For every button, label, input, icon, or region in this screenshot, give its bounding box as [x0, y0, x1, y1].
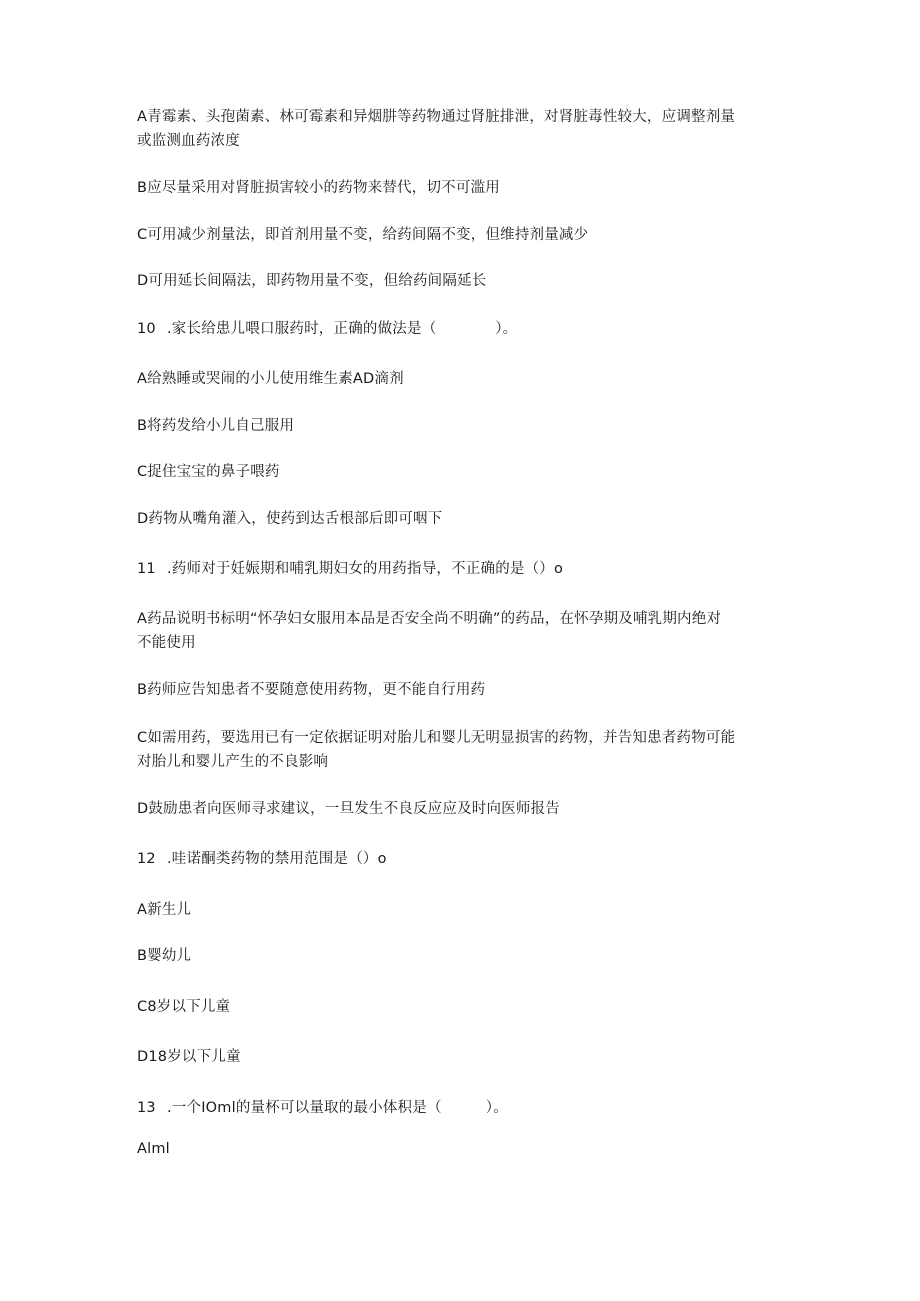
option-a-line-2: 或监测血药浓度 — [137, 133, 240, 149]
question-number: 12 — [137, 851, 156, 867]
question-number: 13 — [137, 1100, 156, 1116]
q11-option-c-line-2: 对胎儿和婴儿产生的不良影响 — [137, 754, 329, 770]
question-text: .药师对于妊娠期和哺乳期妇女的用药指导，不正确的是（）o — [167, 561, 564, 577]
question-13 — [137, 1096, 777, 1120]
option-c: C可用减少剂量法，即首剂用量不变，给药间隔不变，但维持剂量减少 — [137, 227, 589, 243]
q10-option-b: B将药发给小儿自己服用 — [137, 418, 295, 434]
q12-option-a: A新生儿 — [137, 902, 192, 918]
q13-option-a: Alml — [137, 1141, 170, 1157]
q11-option-a-line-2: 不能使用 — [137, 635, 196, 651]
question-text: .一个IOml的量杯可以量取的最小体积是（ ）。 — [167, 1100, 508, 1116]
q11-option-c-line-1: C如需用药，要选用已有一定依据证明对胎儿和婴儿无明显损害的药物，并告知患者药物可能 — [137, 730, 736, 746]
question-10 — [137, 317, 777, 341]
q11-option-b: B药师应告知患者不要随意使用药物，更不能自行用药 — [137, 682, 486, 698]
q12-option-d: D18岁以下儿童 — [137, 1049, 241, 1065]
q11-option-d: D鼓励患者向医师寻求建议，一旦发生不良反应应及时向医师报告 — [137, 801, 560, 817]
question-text: .家长给患儿喂口服药时，正确的做法是（ ）。 — [167, 321, 518, 337]
q10-option-c: C捉住宝宝的鼻子喂药 — [137, 464, 280, 480]
question-text: .哇诺酮类药物的禁用范围是（）o — [167, 851, 387, 867]
option-a-line-1: A青霉素、头孢菌素、林可霉素和异烟肼等药物通过肾脏排泄，对肾脏毒性较大，应调整剂量 — [137, 109, 736, 125]
q12-option-b: B婴幼儿 — [137, 948, 192, 964]
question-number: 10 — [137, 321, 156, 337]
q10-option-a: A给熟睡或哭闹的小儿使用维生素AD滴剂 — [137, 371, 404, 387]
question-number: 11 — [137, 561, 156, 577]
q10-option-d: D药物从嘴角灌入，使药到达舌根部后即可咽下 — [137, 511, 443, 527]
option-d: D可用延长间隔法，即药物用量不变，但给药间隔延长 — [137, 273, 487, 289]
q12-option-c: C8岁以下儿童 — [137, 999, 231, 1015]
q11-option-a-line-1: A药品说明书标明“怀孕妇女服用本品是否安全尚不明确”的药品，在怀孕期及哺乳期内绝对 — [137, 611, 722, 627]
question-11 — [137, 557, 777, 581]
option-b: B应尽量采用对肾脏损害较小的药物来替代，切不可滥用 — [137, 180, 500, 196]
question-12 — [137, 847, 777, 871]
